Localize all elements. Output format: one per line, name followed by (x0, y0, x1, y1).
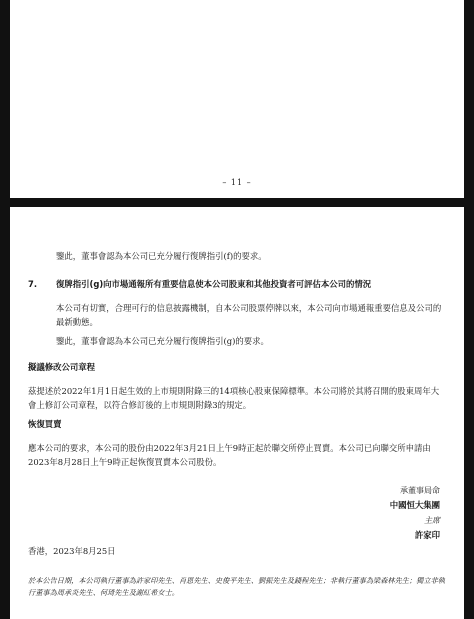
resumption-heading: 恢復買賣 (28, 419, 62, 429)
section-7-paragraph-1: 本公司有切實，合理可行的信息披露機制，自本公司股票停牌以來，本公司向市場通報重要信息及公司的最新動態。 (56, 303, 442, 327)
directors-footnote: 於本公告日期，本公司執行董事為許家印先生、肖恩先生、史俊平先生、劉振先生及錢程先生；非執行董事為梁森林先生；獨立非執行董事為周承炎先生、何琦先生及謝紅希女士。 (28, 576, 445, 598)
section-7-number: 7. (28, 279, 38, 289)
signatory-name: 許家印 (414, 530, 440, 540)
previous-page (10, 0, 464, 198)
section-7-conclusion: 鑒此，董事會認為本公司已充分履行復牌指引(g)的要求。 (56, 336, 269, 346)
document-page (10, 207, 464, 619)
place-date: 香港，2023年8月25日 (28, 546, 116, 556)
articles-text: 茲提述於2022年1月1日起生效的上市規則附錄三的14項核心股東保障標準。本公司將於其將召開的股東周年大會上修訂公司章程，以符合修訂後的上市規則附錄3的規定。 (28, 386, 440, 410)
articles-heading: 擬議修改公司章程 (28, 362, 95, 372)
page-number: – 11 – (222, 178, 252, 187)
section-6-conclusion: 鑒此，董事會認為本公司已充分履行復牌指引(f)的要求。 (56, 251, 267, 261)
section-7-title: 復牌指引(g)向市場通報所有重要信息使本公司股東和其他投資者可評估本公司的情況 (56, 279, 372, 289)
signature-block (390, 483, 440, 543)
resumption-text: 應本公司的要求，本公司的股份由2022年3月21日上午9時正起於聯交所停止買賣。本公司已向聯交所申請由2023年8月28日上午9時正起恢復買賣本公司股份。 (28, 443, 431, 467)
signatory-role: 主席 (424, 516, 440, 525)
company-name: 中國恒大集團 (389, 500, 440, 510)
by-order-line: 承董事局命 (400, 486, 440, 495)
